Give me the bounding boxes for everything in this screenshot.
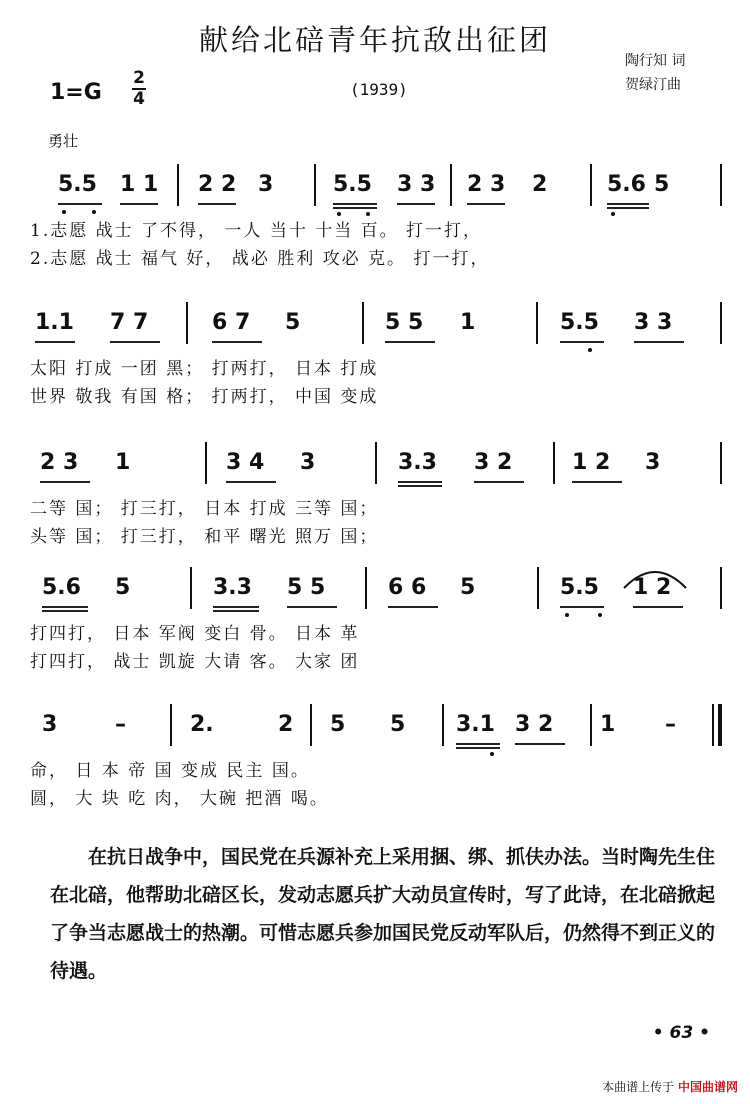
lyric-verse-2: 打四打， 战士 凯旋 大请 客。 大家 团 (30, 652, 360, 672)
note-group: 5.6 (42, 575, 81, 600)
page-title: 献给北碚青年抗敌出征团 (198, 23, 551, 57)
barline (365, 567, 367, 609)
note-group: 5.6 (607, 172, 646, 197)
time-signature (132, 70, 146, 108)
commentary-paragraph: 在抗日战争中，国民党在兵源补充上采用捆、绑、抓伕办法。当时陶先生住在北碚，他帮助北碚区长，发动志愿兵扩大动员宣传时，写了此诗，在北碚掀起了争当志愿战士的热潮。可惜志愿兵参加国民党反动军队后，仍然得不到正义的待遇。 (50, 846, 716, 982)
note-group: 5 5 (287, 575, 326, 600)
staff-5 (0, 712, 750, 832)
barline (720, 164, 722, 206)
page-number: • 63 • (652, 1023, 710, 1043)
note-group: 3 (300, 450, 316, 475)
barline (177, 164, 179, 206)
note-group: 2 3 (467, 172, 506, 197)
barline (450, 164, 452, 206)
staff-notes (0, 450, 750, 484)
lyric-verse-2: 圆， 大 块 吃 肉， 大碗 把酒 喝。 (30, 789, 329, 809)
note-group: 3 3 (634, 310, 673, 335)
note-group: – (115, 712, 126, 737)
note-group: 3 2 (474, 450, 513, 475)
meter-bottom: 4 (133, 89, 145, 109)
barline (720, 302, 722, 344)
barline (375, 442, 377, 484)
barline (590, 164, 592, 206)
note-group: 3 4 (226, 450, 265, 475)
note-group: 1 (600, 712, 616, 737)
key-signature: 1=G (50, 80, 102, 105)
note-group: – (665, 712, 676, 737)
lyric-verse-1: 命， 日 本 帝 国 变成 民主 国。 (30, 761, 310, 781)
note-group: 5 (330, 712, 346, 737)
barline (712, 704, 714, 746)
note-group: 1.1 (35, 310, 74, 335)
barline (314, 164, 316, 206)
site-brand: 中国曲谱网 (677, 1080, 738, 1094)
upload-credit (602, 1078, 738, 1095)
note-group: 2. (190, 712, 214, 737)
barline (362, 302, 364, 344)
note-group: 5 (285, 310, 301, 335)
note-group: 2 2 (198, 172, 237, 197)
lyric-verse-1: 打四打， 日本 军阀 变白 骨。 日本 革 (30, 624, 360, 644)
note-group: 3.3 (213, 575, 252, 600)
barline (170, 704, 172, 746)
note-group: 1 1 (120, 172, 159, 197)
barline (190, 567, 192, 609)
note-group: 7 7 (110, 310, 149, 335)
note-group: 5 (654, 172, 670, 197)
note-group: 5.5 (333, 172, 372, 197)
lyric-verse-2: 2.志愿 战士 福气 好， 战必 胜利 攻必 克。 打一打， (30, 249, 490, 269)
barline (537, 567, 539, 609)
note-group: 3.1 (456, 712, 495, 737)
final-barline (718, 704, 722, 746)
note-group: 3.3 (398, 450, 437, 475)
note-group: 3 3 (397, 172, 436, 197)
upload-text: 本曲谱上传于 (602, 1080, 675, 1094)
lyric-verse-2: 世界 敬我 有国 格； 打两打， 中国 变成 (30, 387, 379, 407)
note-group: 5 (115, 575, 131, 600)
note-group: 1 (115, 450, 131, 475)
note-group: 2 (532, 172, 548, 197)
barline (720, 567, 722, 609)
lyricist-credit: 陶行知 词 (625, 53, 686, 69)
staff-notes (0, 172, 750, 206)
meter-top: 2 (133, 68, 145, 88)
staff-notes (0, 310, 750, 344)
note-group: 5.5 (560, 310, 599, 335)
tempo-marking: 勇壮 (48, 132, 79, 150)
note-group: 3 2 (515, 712, 554, 737)
barline (205, 442, 207, 484)
note-group: 5.5 (560, 575, 599, 600)
note-group: 1 2 (572, 450, 611, 475)
staff-1 (0, 172, 750, 292)
barline (310, 704, 312, 746)
note-group: 3 (258, 172, 274, 197)
slur-mark (620, 562, 690, 592)
note-group: 2 (278, 712, 294, 737)
barline (553, 442, 555, 484)
barline (442, 704, 444, 746)
note-group: 1 2 (633, 575, 672, 600)
lyric-verse-1: 太阳 打成 一团 黑； 打两打， 日本 打成 (30, 359, 379, 379)
barline (536, 302, 538, 344)
staff-3 (0, 450, 750, 570)
staff-4 (0, 575, 750, 695)
note-group: 6 7 (212, 310, 251, 335)
composer-credit: 贺绿汀曲 (625, 77, 681, 93)
staff-notes (0, 712, 750, 746)
note-group: 5 (390, 712, 406, 737)
year-label: (1939) (350, 80, 408, 99)
staff-2 (0, 310, 750, 430)
note-group: 5 5 (385, 310, 424, 335)
barline (186, 302, 188, 344)
note-group: 5 (460, 575, 476, 600)
note-group: 1 (460, 310, 476, 335)
barline (590, 704, 592, 746)
note-group: 6 6 (388, 575, 427, 600)
note-group: 5.5 (58, 172, 97, 197)
note-group: 3 (645, 450, 661, 475)
note-group: 3 (42, 712, 58, 737)
note-group: 2 3 (40, 450, 79, 475)
lyric-verse-1: 二等 国； 打三打， 日本 打成 三等 国； (30, 499, 379, 519)
lyric-verse-1: 1.志愿 战士 了不得， 一人 当十 十当 百。 打一打， (30, 221, 483, 241)
lyric-verse-2: 头等 国； 打三打， 和平 曙光 照万 国； (30, 527, 379, 547)
barline (720, 442, 722, 484)
